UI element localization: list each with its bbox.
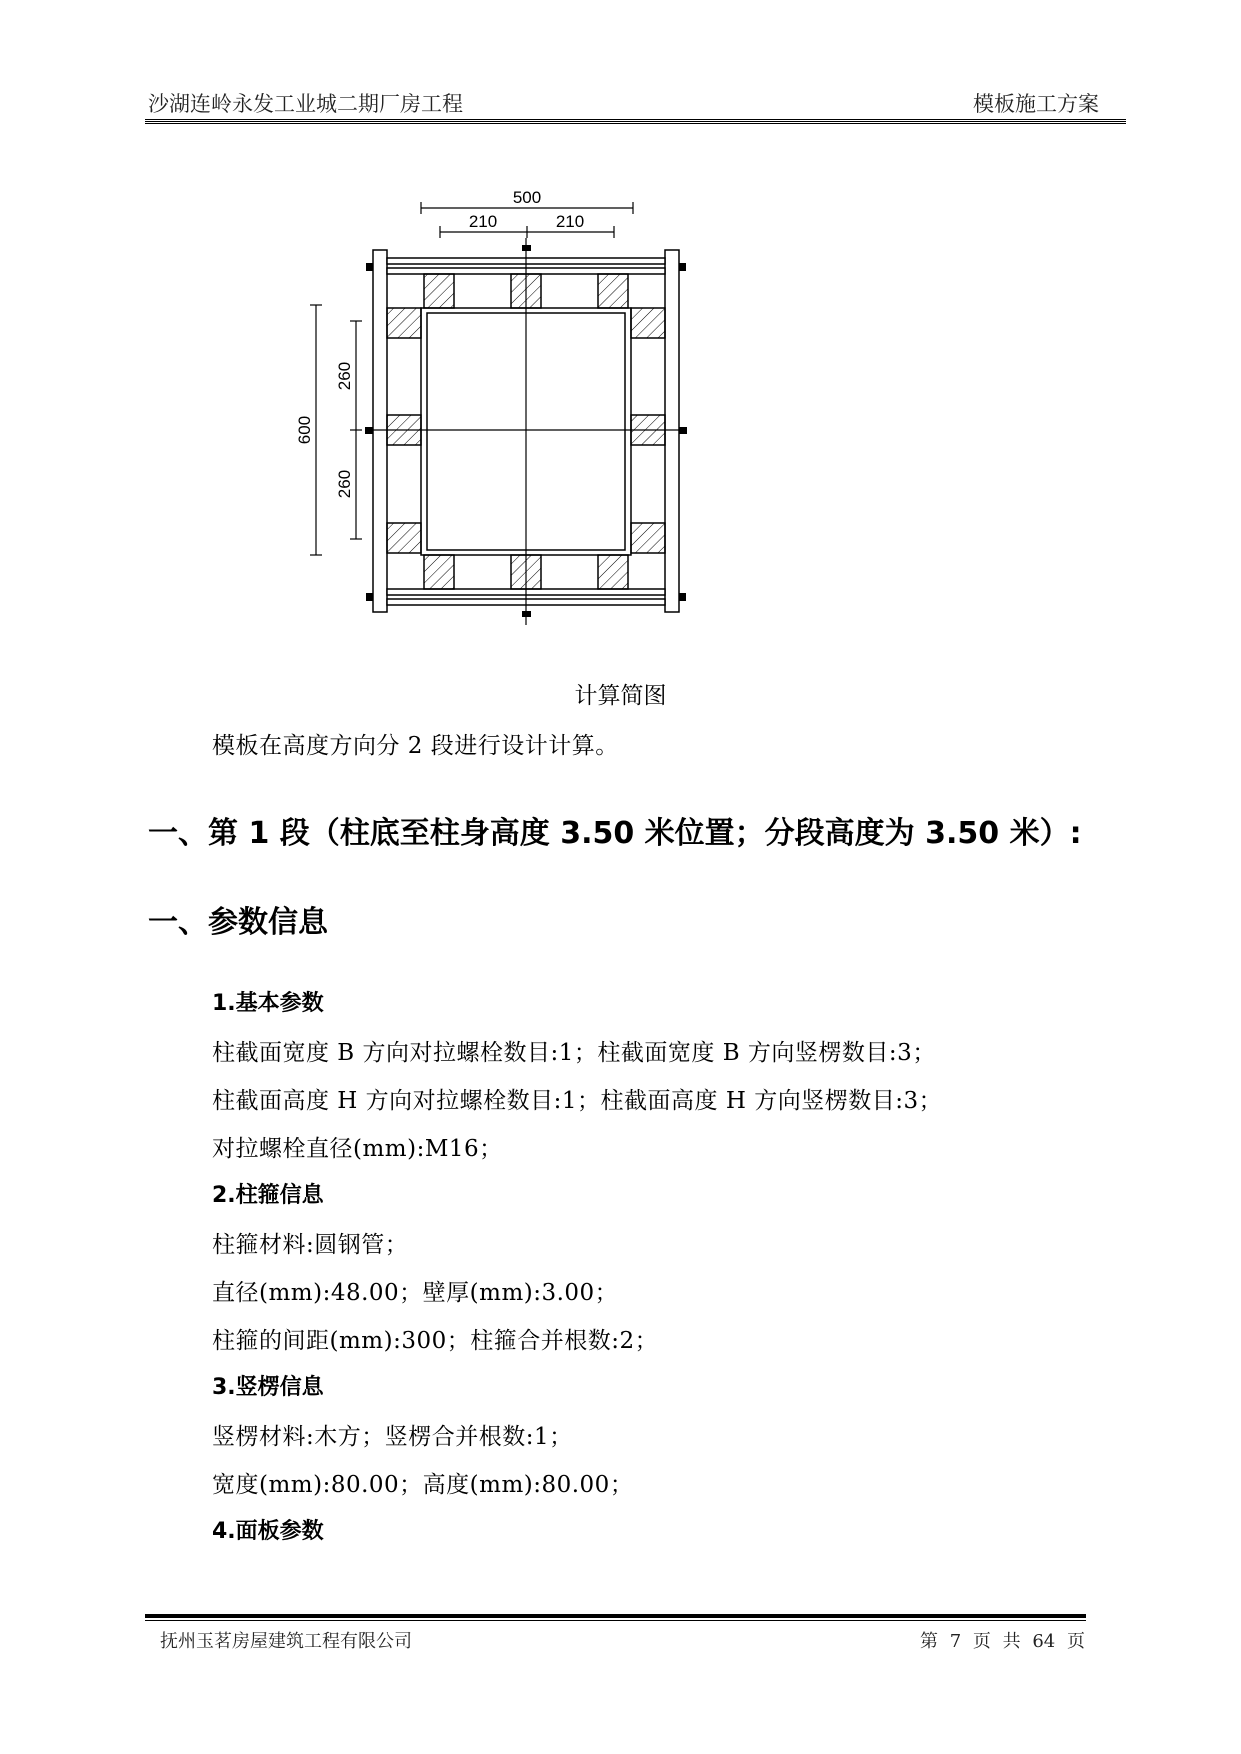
param-line: 对拉螺栓直径(mm):M16； (212, 1136, 503, 1162)
param-line: 竖楞材料:木方；竖楞合并根数:1； (212, 1424, 573, 1450)
dim-height-total: 600 (295, 415, 314, 445)
section-title: 2.柱箍信息 (212, 1183, 324, 1208)
dim-width-right: 210 (555, 212, 585, 231)
intro-text: 模板在高度方向分 2 段进行设计计算。 (212, 733, 619, 759)
width-dimension (421, 188, 633, 238)
header-project-title: 沙湖连岭永发工业城二期厂房工程 (148, 92, 463, 116)
section-title: 3.竖楞信息 (212, 1375, 324, 1400)
header-rule (145, 119, 1126, 124)
height-dimension (295, 305, 362, 555)
dim-height-lower: 260 (335, 469, 354, 499)
header-document-title: 模板施工方案 (973, 92, 1099, 116)
footer-page-number: 第 7 页 共 64 页 (920, 1631, 1085, 1652)
diagram-caption: 计算简图 (574, 683, 667, 709)
footer-company: 抚州玉茗房屋建筑工程有限公司 (160, 1631, 412, 1652)
dim-height-upper: 260 (335, 361, 354, 391)
footer-rule (145, 1614, 1086, 1621)
dim-width-total: 500 (512, 188, 542, 207)
parameters-heading: 一、参数信息 (148, 905, 328, 940)
section-title: 4.面板参数 (212, 1519, 324, 1544)
segment-heading: 一、第 1 段（柱底至柱身高度 3.50 米位置；分段高度为 3.50 米）: (148, 816, 1082, 851)
param-line: 直径(mm):48.00；壁厚(mm):3.00； (212, 1280, 619, 1306)
param-line: 宽度(mm):80.00；高度(mm):80.00； (212, 1472, 634, 1498)
param-line: 柱截面高度 H 方向对拉螺栓数目:1；柱截面高度 H 方向竖楞数目:3； (212, 1088, 943, 1114)
param-line: 柱箍的间距(mm):300；柱箍合并根数:2； (212, 1328, 659, 1354)
param-line: 柱截面宽度 B 方向对拉螺栓数目:1；柱截面宽度 B 方向竖楞数目:3； (212, 1040, 936, 1066)
formwork-diagram (295, 185, 735, 634)
param-line: 柱箍材料:圆钢管； (212, 1232, 409, 1258)
section-title: 1.基本参数 (212, 991, 324, 1016)
dim-width-left: 210 (468, 212, 498, 231)
